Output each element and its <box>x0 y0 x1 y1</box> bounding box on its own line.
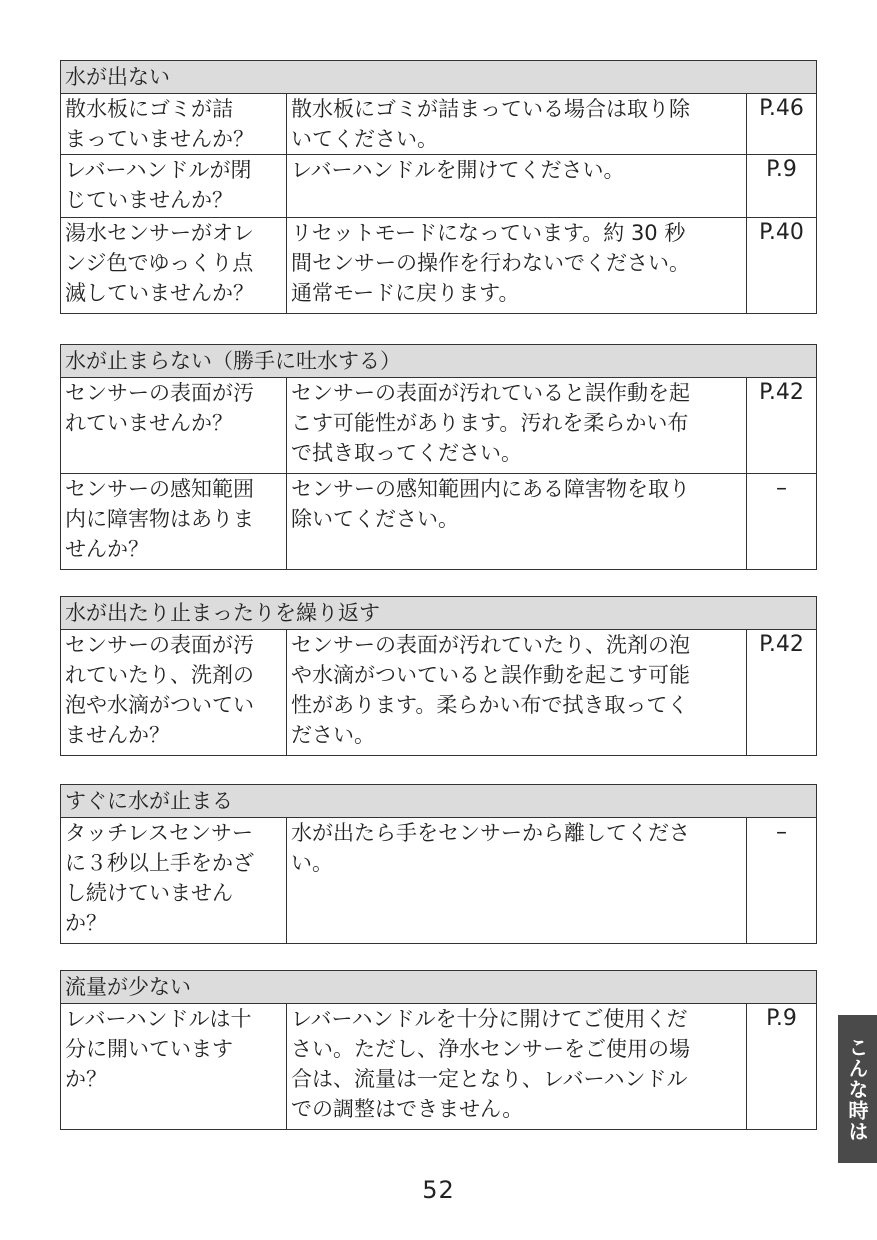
page-ref: P.9 <box>747 1004 817 1130</box>
remedy-cell: リセットモードになっています。約 30 秒 間センサーの操作を行わないでください。 通常モードに戻ります。 <box>287 218 747 314</box>
page-ref: P.42 <box>747 378 817 474</box>
remedy-cell: 散水板にゴミが詰まっている場合は取り除 いてください。 <box>287 94 747 155</box>
remedy-cell: 水が出たら手をセンサーから離してくださ い。 <box>287 818 747 944</box>
section-title: 流量が少ない <box>61 971 817 1004</box>
remedy-cell: センサーの表面が汚れていたり、洗剤の泡 や水滴がついていると誤作動を起こす可能 性があります。柔らかい布で拭き取ってく ださい。 <box>287 630 747 756</box>
cause-cell: レバーハンドルは十 分に開いています か？ <box>61 1004 287 1130</box>
table-row <box>61 1004 817 1130</box>
page-ref: P.46 <box>747 94 817 155</box>
table-row <box>61 630 817 756</box>
side-tab-troubleshooting: こんな時は <box>838 1015 877 1163</box>
troubleshoot-table <box>60 784 817 944</box>
cause-cell: センサーの表面が汚 れていたり、洗剤の 泡や水滴がついてい ませんか？ <box>61 630 287 756</box>
troubleshoot-table <box>60 970 817 1130</box>
table-row <box>61 155 817 218</box>
page-ref: – <box>747 818 817 944</box>
table-row <box>61 94 817 155</box>
cause-cell: 湯水センサーがオレ ンジ色でゆっくり点 滅していませんか？ <box>61 218 287 314</box>
cause-cell: レバーハンドルが閉 じていませんか？ <box>61 155 287 218</box>
section-title: 水が止まらない（勝手に吐水する） <box>61 345 817 378</box>
page-ref: P.40 <box>747 218 817 314</box>
section-low-flow <box>60 970 816 1130</box>
page-ref: P.9 <box>747 155 817 218</box>
page-number: 52 <box>422 1176 455 1204</box>
remedy-cell: センサーの感知範囲内にある障害物を取り 除いてください。 <box>287 474 747 570</box>
cause-cell: センサーの感知範囲 内に障害物はありま せんか？ <box>61 474 287 570</box>
section-title: 水が出ない <box>61 61 817 94</box>
cause-cell: タッチレスセンサー に３秒以上手をかざ し続けていません か？ <box>61 818 287 944</box>
section-water-on-off <box>60 596 816 756</box>
cause-cell: 散水板にゴミが詰 まっていませんか？ <box>61 94 287 155</box>
remedy-cell: センサーの表面が汚れていると誤作動を起 こす可能性があります。汚れを柔らかい布 で拭き取ってください。 <box>287 378 747 474</box>
section-title: すぐに水が止まる <box>61 785 817 818</box>
section-no-water <box>60 60 816 314</box>
troubleshoot-table <box>60 344 817 570</box>
section-water-stops-soon <box>60 784 816 944</box>
table-row <box>61 378 817 474</box>
cause-cell: センサーの表面が汚 れていませんか？ <box>61 378 287 474</box>
page-ref: P.42 <box>747 630 817 756</box>
remedy-cell: レバーハンドルを十分に開けてご使用くだ さい。ただし、浄水センサーをご使用の場 合は、流量は一定となり、レバーハンドル での調整はできません。 <box>287 1004 747 1130</box>
troubleshoot-table <box>60 596 817 756</box>
section-water-wont-stop <box>60 344 816 570</box>
troubleshoot-table <box>60 60 817 314</box>
section-title: 水が出たり止まったりを繰り返す <box>61 597 817 630</box>
remedy-cell: レバーハンドルを開けてください。 <box>287 155 747 218</box>
table-row <box>61 218 817 314</box>
table-row <box>61 474 817 570</box>
table-row <box>61 818 817 944</box>
page-ref: – <box>747 474 817 570</box>
